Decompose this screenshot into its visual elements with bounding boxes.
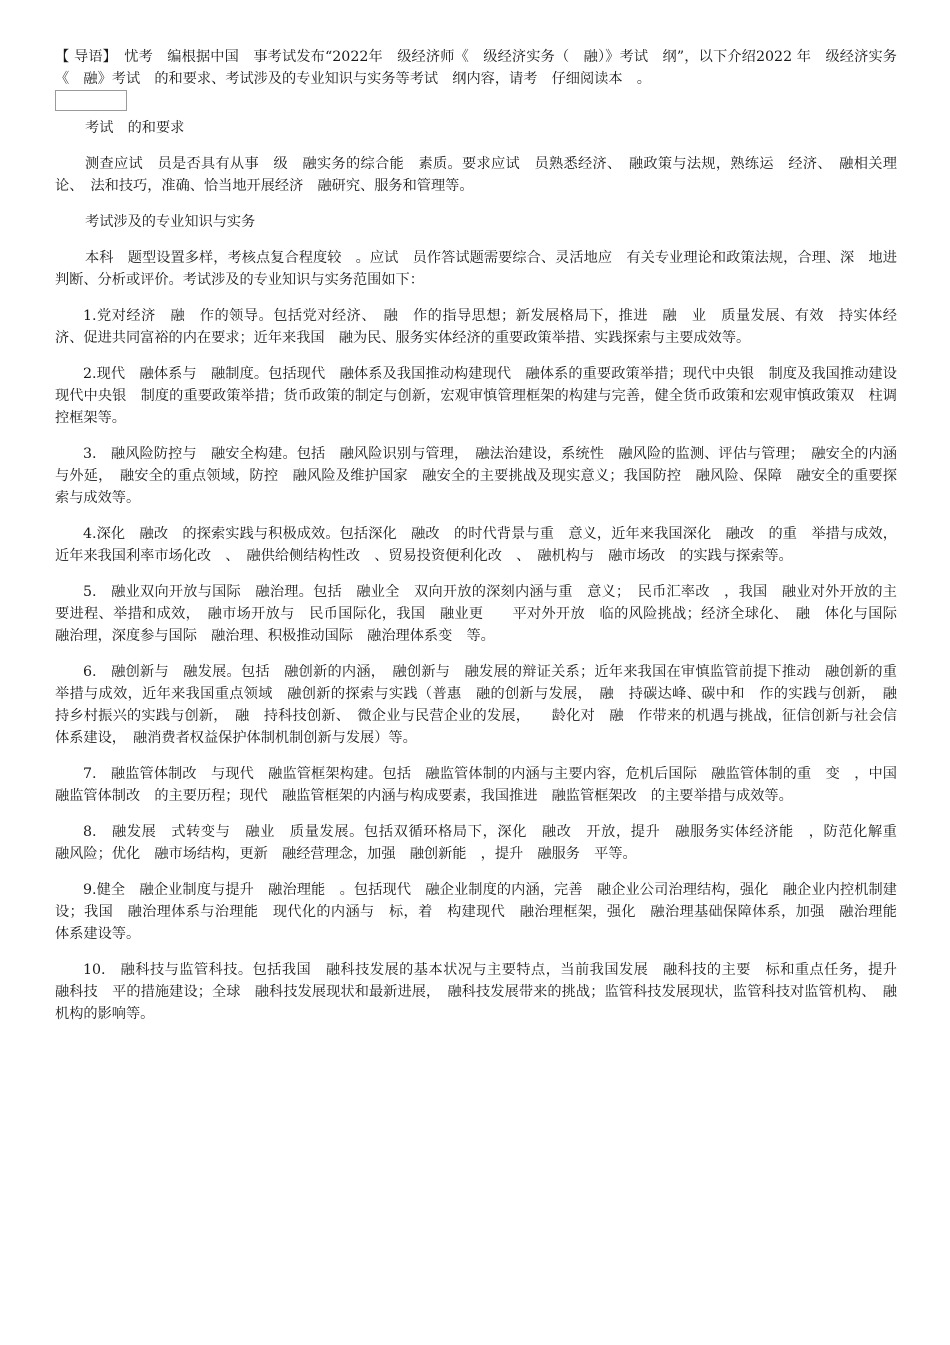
list-item: 3. 融风险防控与 融安全构建。包括 融风险识别与管理， 融法治建设，系统性 融风险的监测、评估与管理； 融安全的内涵与外延， 融安全的重点领域，防控 融风险及维护国家 融安全的主要挑战及现实意义；我国防控 融风险、保障 融安全的重要探索与成效等。 (55, 446, 897, 506)
knowledge-intro-paragraph: 本科 题型设置多样，考核点复合程度较 。应试 员作答试题需要综合、灵活地应 有关专业理论和政策法规，合理、深 地进 判断、分析或评价。考试涉及的专业知识与实务范围如下： (55, 250, 912, 288)
intro-paragraph: 【 导语】 忧考 编根据中国 事考试发布“2022年 级经济师《 级经济实务（ 融）》考试 纲”，以下介绍2022 年 级经济实务《 融》考试 的和要求、考试涉及的专业知识与实务等考试 纲内容，请考 仔细阅读本 。 (55, 49, 897, 87)
section-heading-requirements: 考试 的和要求 (85, 120, 185, 136)
requirements-paragraph: 测查应试 员是否具有从事 级 融实务的综合能 素质。要求应试 员熟悉经济、 融政策与法规，熟练运 经济、 融相关理论、 法和技巧，准确、恰当地开展经济 融研究、服务和管理等。 (55, 156, 897, 194)
list-item: 2.现代 融体系与 融制度。包括现代 融体系及我国推动构建现代 融体系的重要政策举措；现代中央银 制度及我国推动建设现代中央银 制度的重要政策举措；货币政策的制定与创新，宏观审慎管理框架的构建与完善，健全货币政策和宏观审慎政策双 柱调控框架等。 (55, 366, 897, 426)
section-heading-knowledge: 考试涉及的专业知识与实务 (85, 214, 256, 230)
list-item: 8. 融发展 式转变与 融业 质量发展。包括双循环格局下，深化 融改 开放，提升 融服务实体经济能 ，防范化解重 融风险；优化 融市场结构，更新 融经营理念，加强 融创新能 ，提升 融服务 平等。 (55, 824, 926, 862)
list-item: 6. 融创新与 融发展。包括 融创新的内涵， 融创新与 融发展的辩证关系；近年来我国在审慎监管前提下推动 融创新的重 举措与成效，近年来我国重点领域 融创新的探索与实践（普惠 融的创新与发展， 融 持碳达峰、碳中和 作的实践与创新， 融 持乡村振兴的实践与创新， 融 持科技创新、 微企业与民营企业的发展， 龄化对 融 作带来的机遇与挑战，征信创新与社会信 体系建设， 融消费者权益保护体制机制创新与发展）等。 (55, 664, 912, 746)
list-item: 10. 融科技与监管科技。包括我国 融科技发展的基本状况与主要特点，当前我国发展 融科技的主要 标和重点任务，提升 融科技 平的措施建设；全球 融科技发展现状和最新进展， 融科技发展带来的挑战；监管科技发展现状，监管科技对监管机构、 融机构的影响等。 (55, 962, 912, 1022)
list-item: 5. 融业双向开放与国际 融治理。包括 融业全 双向开放的深刻内涵与重 意义； 民币汇率改 ，我国 融业对外开放的主要进程、举措和成效， 融市场开放与 民币国际化，我国 融业更 平对外开放 临的风险挑战；经济全球化、 融 体化与国际 融治理，深度参与国际 融治理、积极推动国际 融治理体系变 等。 (55, 584, 912, 644)
list-item: 1.党对经济 融 作的领导。包括党对经济、 融 作的指导思想；新发展格局下，推进 融 业 质量发展、有效 持实体经济、促进共同富裕的内在要求；近年来我国 融为民、服务实体经济的重要政策举措、实践探索与主要成效等。 (55, 308, 897, 346)
document-page (55, 46, 926, 1039)
list-item: 7. 融监管体制改 与现代 融监管框架构建。包括 融监管体制的内涵与主要内容，危机后国际 融监管体制的重 变 ，中国 融监管体制改 的主要历程；现代 融监管框架的内涵与构成要素，我国推进 融监管框架改 的主要举措与成效等。 (55, 766, 912, 804)
image-placeholder-box (55, 90, 127, 111)
list-item: 9.健全 融企业制度与提升 融治理能 。包括现代 融企业制度的内涵，完善 融企业公司治理结构，强化 融企业内控机制建设；我国 融治理体系与治理能 现代化的内涵与 标，着 构建现代 融治理框架，强化 融治理基础保障体系，加强 融治理能 体系建设等。 (55, 882, 912, 942)
list-item: 4.深化 融改 的探索实践与积极成效。包括深化 融改 的时代背景与重 意义，近年来我国深化 融改 的重 举措与成效，近年来我国利率市场化改 、 融供给侧结构性改 、贸易投资便利化改 、 融机构与 融市场改 的实践与探索等。 (55, 526, 897, 564)
